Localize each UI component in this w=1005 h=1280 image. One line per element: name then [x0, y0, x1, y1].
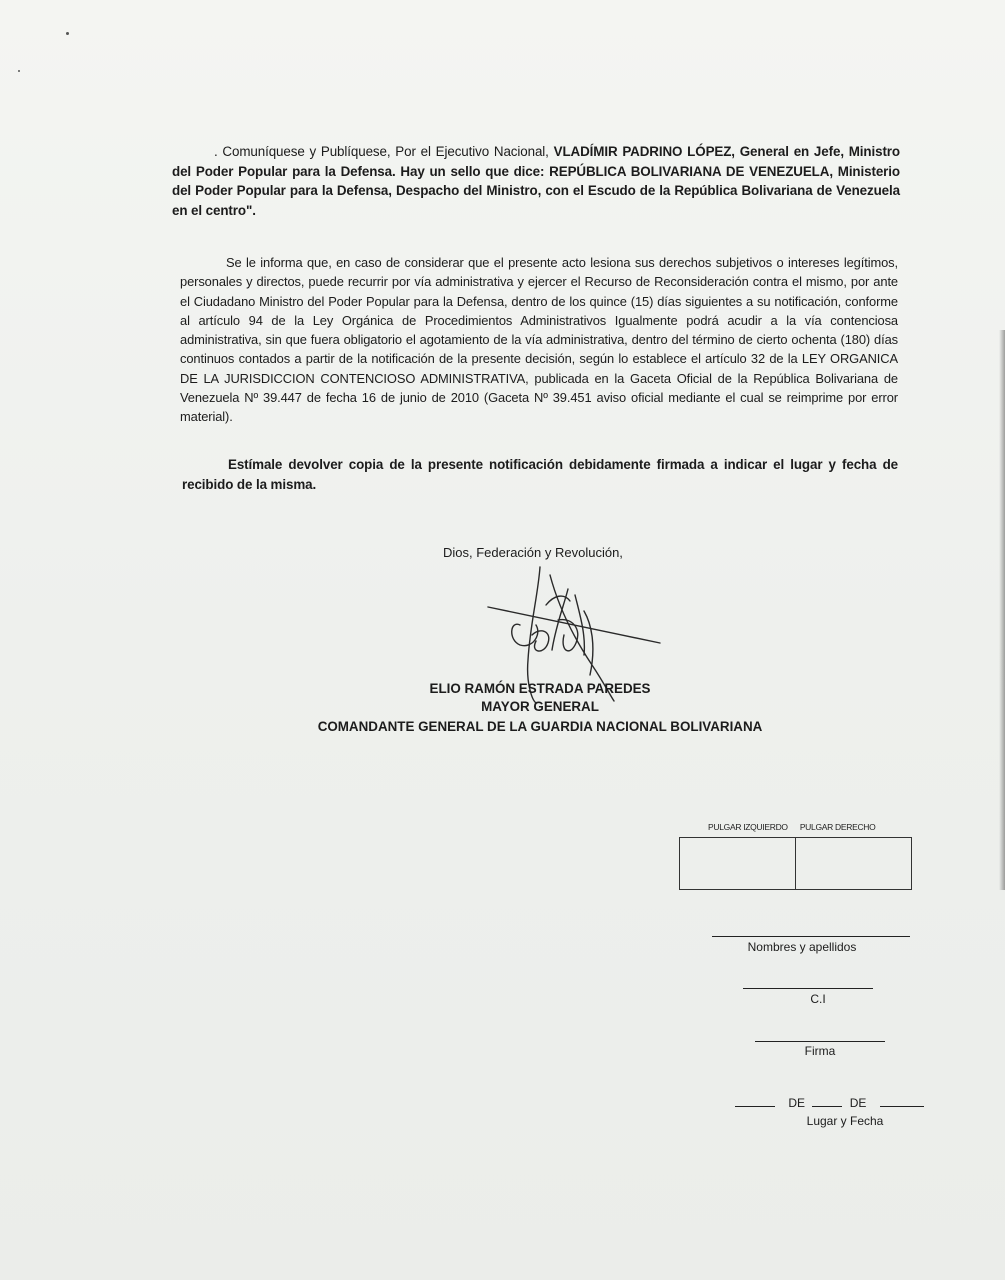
thumbprint-box — [679, 837, 912, 890]
right-thumb-label: PULGAR DERECHO — [799, 822, 876, 832]
de-label-1: DE — [788, 1096, 806, 1110]
date-row — [735, 1096, 924, 1110]
scan-speck — [18, 70, 20, 72]
firma-label: Firma — [804, 1044, 836, 1058]
nombres-label: Nombres y apellidos — [747, 940, 857, 954]
de-label-2: DE — [849, 1096, 867, 1110]
paragraph1-text: . Comuníquese y Publíquese, Por el Ejecutivo Nacional, — [214, 144, 554, 159]
page-edge-shadow — [999, 330, 1005, 890]
signatory-name: ELIO RAMÓN ESTRADA PAREDES — [429, 681, 651, 696]
left-thumb-label: PULGAR IZQUIERDO — [708, 822, 788, 832]
year-blank — [880, 1098, 924, 1107]
scan-speck — [66, 32, 69, 35]
day-blank — [735, 1098, 775, 1107]
lugar-fecha-label: Lugar y Fecha — [806, 1114, 884, 1128]
thumbprint-labels — [708, 822, 885, 832]
paragraph-publication — [172, 142, 900, 220]
ci-label: C.I — [810, 992, 826, 1006]
paragraph2-text: Se le informa que, en caso de considerar que el presente acto lesiona sus derechos subjetivos o intereses legítimos, personales y directos, puede recurrir por vía administrativa y ejercer el Recurso de Reconsideración contra el mismo, por ante el Ciudadano Ministro del Poder Popular para la Defensa, dentro de los quince (15) días siguientes a su notificación, conforme al artículo 94 de la Ley Orgánica de Procedimientos Administrativos Igualmente podrá acudir a la vía contenciosa administrativa, sin que fuera obligatorio el agotamiento de la vía administrativa, dentro del término de cierto ochenta (180) días continuos contados a partir de la notificación de la presente decisión, según lo establece el artículo 32 de la LEY ORGANICA DE LA JURISDICCION CONTENCIOSO ADMINISTRATIVA, publicada en la Gaceta Oficial de la República Bolivariana de Venezuela Nº 39.447 de fecha 16 de junio de 2010 (Gaceta Nº 39.451 aviso oficial mediante el cual se reimprime por error material). — [180, 255, 898, 425]
paragraph3-text: Estímale devolver copia de la presente notificación debidamente firmada a indicar el lugar y fecha de recibido de la misma. — [182, 457, 898, 492]
ci-signature-line — [743, 988, 873, 989]
paragraph-notice — [180, 253, 898, 427]
signatory-title: COMANDANTE GENERAL DE LA GUARDIA NACIONAL BOLIVARIANA — [317, 719, 763, 734]
nombres-signature-line — [712, 936, 910, 937]
closing-salutation: Dios, Federación y Revolución, — [443, 545, 623, 560]
month-blank — [812, 1098, 842, 1107]
paragraph-request — [182, 455, 898, 494]
signatory-rank: MAYOR GENERAL — [481, 699, 599, 714]
left-thumbprint-cell — [680, 838, 795, 889]
right-thumbprint-cell — [795, 838, 911, 889]
paragraph1-bold-text: VLADÍMIR PADRINO LÓPEZ, General en Jefe, Ministro del Poder Popular para la Defensa. Hay un sello que dice: REPÚBLICA BOLIVARIANA DE VENEZUELA, Ministerio del Poder Popular para la Defensa, Despacho del Ministro, con el Escudo de la República Bolivariana de Venezuela en el centro". — [172, 144, 901, 218]
firma-signature-line — [755, 1041, 885, 1042]
